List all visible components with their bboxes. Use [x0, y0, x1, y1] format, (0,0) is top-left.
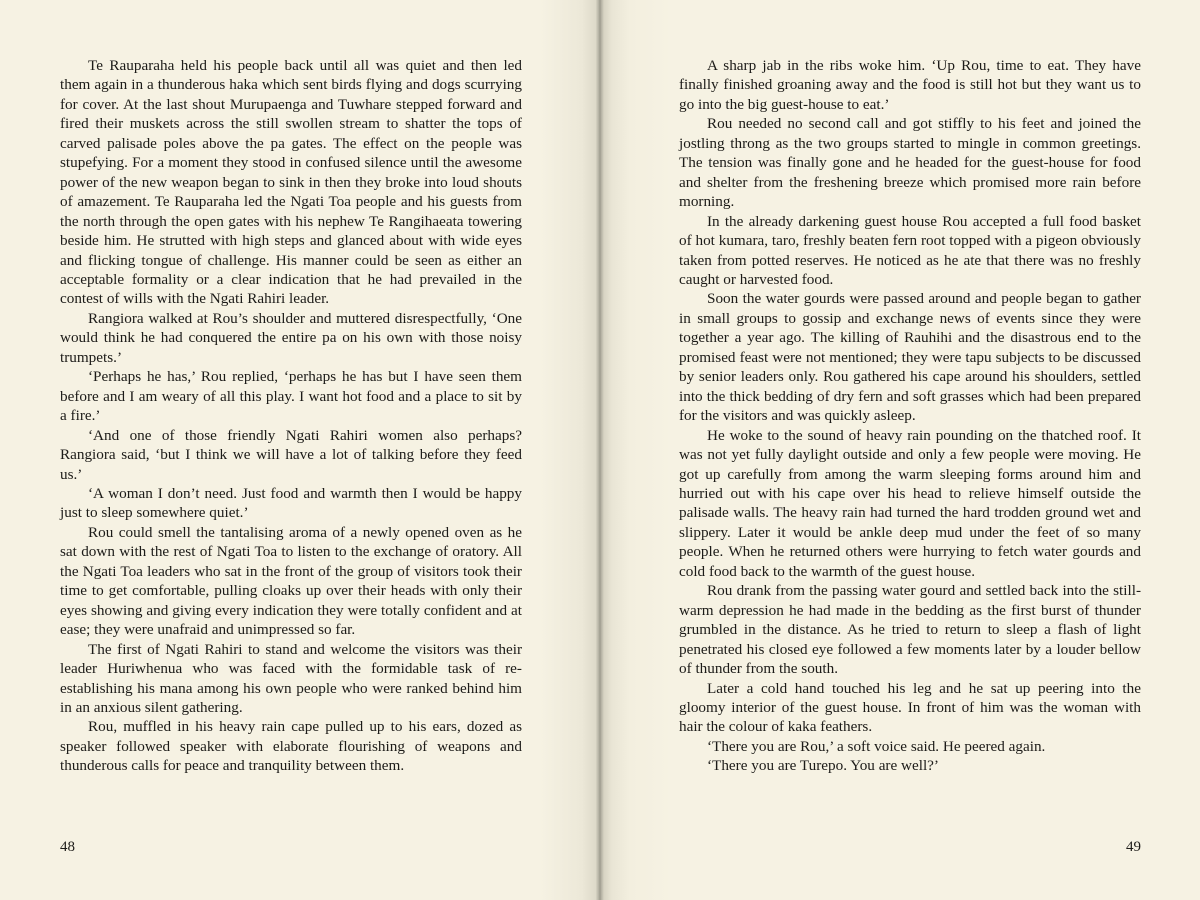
paragraph: Rou needed no second call and got stiffly to his feet and joined the jostling throng as the two groups started to mingle in common greetings. The tension was finally gone and he headed for the guest-house for food and shelter from the freshening breeze which promised more rain before morning. — [679, 115, 1141, 211]
paragraph: Rangiora walked at Rou’s shoulder and muttered disrespectfully, ‘One would think he had conquered the entire pa on his own with those noisy trumpets.’ — [60, 309, 522, 366]
paragraph: ‘There you are Rou,’ a soft voice said. He peered again. — [707, 737, 1046, 755]
paragraph: Soon the water gourds were passed around and people began to gather in small groups to gossip and exchange news of events since they were together a year ago. The killing of Rauhihi and the disastrous end to the promised feast were not mentioned; they were tapu subjects to be discussed by senior leaders only. Rou gathered his cape around his shoulders, settled into the thick bedding of dry fern and soft grasses which had been prepared for the visitors and was quickly asleep. — [679, 290, 1141, 425]
paragraph: The first of Ngati Rahiri to stand and welcome the visitors was their leader Huriwhenua who was faced with the formidable task of re-establishing his mana among his own people who were ranked behind him in an anxious silent gathering. — [60, 640, 522, 716]
paragraph: Later a cold hand touched his leg and he sat up peering into the gloomy interior of the guest house. In front of him was the woman with hair the colour of kaka feathers. — [679, 679, 1141, 736]
paragraph: In the already darkening guest house Rou accepted a full food basket of hot kumara, taro, freshly beaten fern root topped with a pigeon obviously taken from potted reserves. He noticed as he ate that there was no freshly caught or harvested food. — [679, 212, 1141, 288]
right-page-text — [679, 56, 1141, 776]
book-gutter — [596, 0, 604, 900]
page-number-right: 49 — [1126, 839, 1141, 855]
paragraph: ‘And one of those friendly Ngati Rahiri women also perhaps? Rangiora said, ‘but I think we will have a lot of talking before they feed us.’ — [60, 426, 522, 483]
paragraph: ‘There you are Turepo. You are well?’ — [707, 757, 939, 775]
paragraph: He woke to the sound of heavy rain pounding on the thatched roof. It was not yet fully daylight outside and only a few people were moving. He got up carefully from among the warm sleeping forms around him and hurried out with his cape over his head to relieve himself outside the palisade walls. The heavy rain had turned the hard trodden ground wet and slippery. Later it would be ankle deep mud under the feet of so many people. When he returned others were hurrying to fetch water gourds and cold food back to the warmth of the guest house. — [679, 426, 1141, 580]
right-page — [600, 0, 1200, 900]
paragraph: ‘A woman I don’t need. Just food and warmth then I would be happy just to sleep somewhere quiet.’ — [60, 484, 522, 522]
paragraph: Rou could smell the tantalising aroma of a newly opened oven as he sat down with the rest of Ngati Toa to listen to the exchange of oratory. All the Ngati Toa leaders who sat in the front of the group of visitors took their time to get comfortable, pulling cloaks up over their heads with only their eyes showing and giving every indication they were totally confident and at ease; they were unafraid and unimpressed so far. — [60, 523, 522, 639]
paragraph: ‘Perhaps he has,’ Rou replied, ‘perhaps he has but I have seen them before and I am weary of all this play. I want hot food and a place to sit by a fire.’ — [60, 368, 522, 425]
paragraph: Rou drank from the passing water gourd and settled back into the still-warm depression he had made in the bedding as the first burst of thunder grumbled in the distance. As he tried to return to sleep a flash of light penetrated his closed eye followed a few moments later by a louder bellow of thunder from the south. — [679, 582, 1141, 678]
left-page-text — [60, 56, 522, 776]
paragraph: A sharp jab in the ribs woke him. ‘Up Rou, time to eat. They have finally finished groaning away and the food is still hot but they want us to go into the big guest-house to eat.’ — [679, 57, 1141, 113]
paragraph: Te Rauparaha held his people back until all was quiet and then led them again in a thunderous haka which sent birds flying and dogs scurrying for cover. At the last shout Murupaenga and Tuwhare stepped forward and fired their muskets across the still swollen stream to shatter the tops of carved palisade poles above the pa gates. The effect on the people was stupefying. For a moment they stood in confused silence until the awesome power of the new weapon began to sink in then they broke into loud shouts of amazement. Te Rauparaha led the Ngati Toa people and his guests from the north through the open gates with his nephew Te Rangihaeata towering beside him. He strutted with high steps and glanced about with wide eyes and flicking tongue of challenge. His manner could be seen as either an acceptable formality or a clear indication that he had prevailed in the contest of wills with the Ngati Rahiri leader. — [60, 57, 522, 308]
page-number-left: 48 — [60, 839, 75, 855]
paragraph: Rou, muffled in his heavy rain cape pulled up to his ears, dozed as speaker followed speaker with elaborate flourishing of weapons and thunderous calls for peace and tranquility between them. — [60, 718, 522, 775]
